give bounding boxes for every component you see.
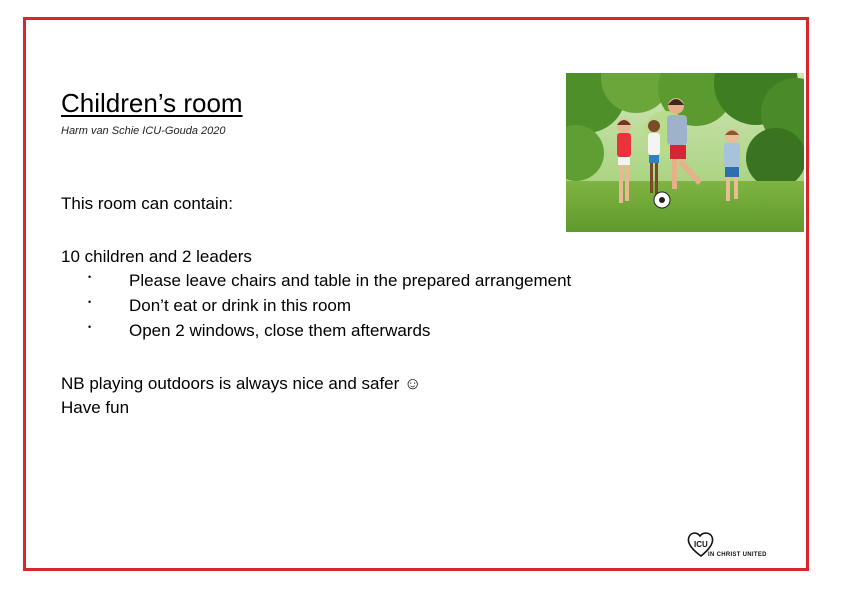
closing-text: Have fun (61, 398, 130, 417)
logo-name: IN CHRIST UNITED (708, 552, 767, 558)
photo-illustration (566, 73, 804, 232)
intro-text: This room can contain: (61, 194, 233, 213)
rule-text: Don’t eat or drink in this room (129, 296, 352, 315)
children-playing-photo (566, 73, 804, 232)
bullet-icon: • (88, 322, 92, 332)
author-subtitle: Harm van Schie ICU-Gouda 2020 (61, 125, 226, 137)
nb-note: NB playing outdoors is always nice and safer ☺ (61, 374, 422, 393)
rule-text: Open 2 windows, close them afterwards (129, 321, 431, 340)
bullet-icon: • (88, 272, 92, 282)
rule-text: Please leave chairs and table in the prepared arrangement (129, 271, 572, 290)
logo-mark: ICU (694, 540, 708, 549)
page-title: Children’s room (61, 88, 243, 118)
bullet-icon: • (88, 297, 92, 307)
capacity-text: 10 children and 2 leaders (61, 247, 252, 266)
icu-logo (686, 530, 786, 562)
